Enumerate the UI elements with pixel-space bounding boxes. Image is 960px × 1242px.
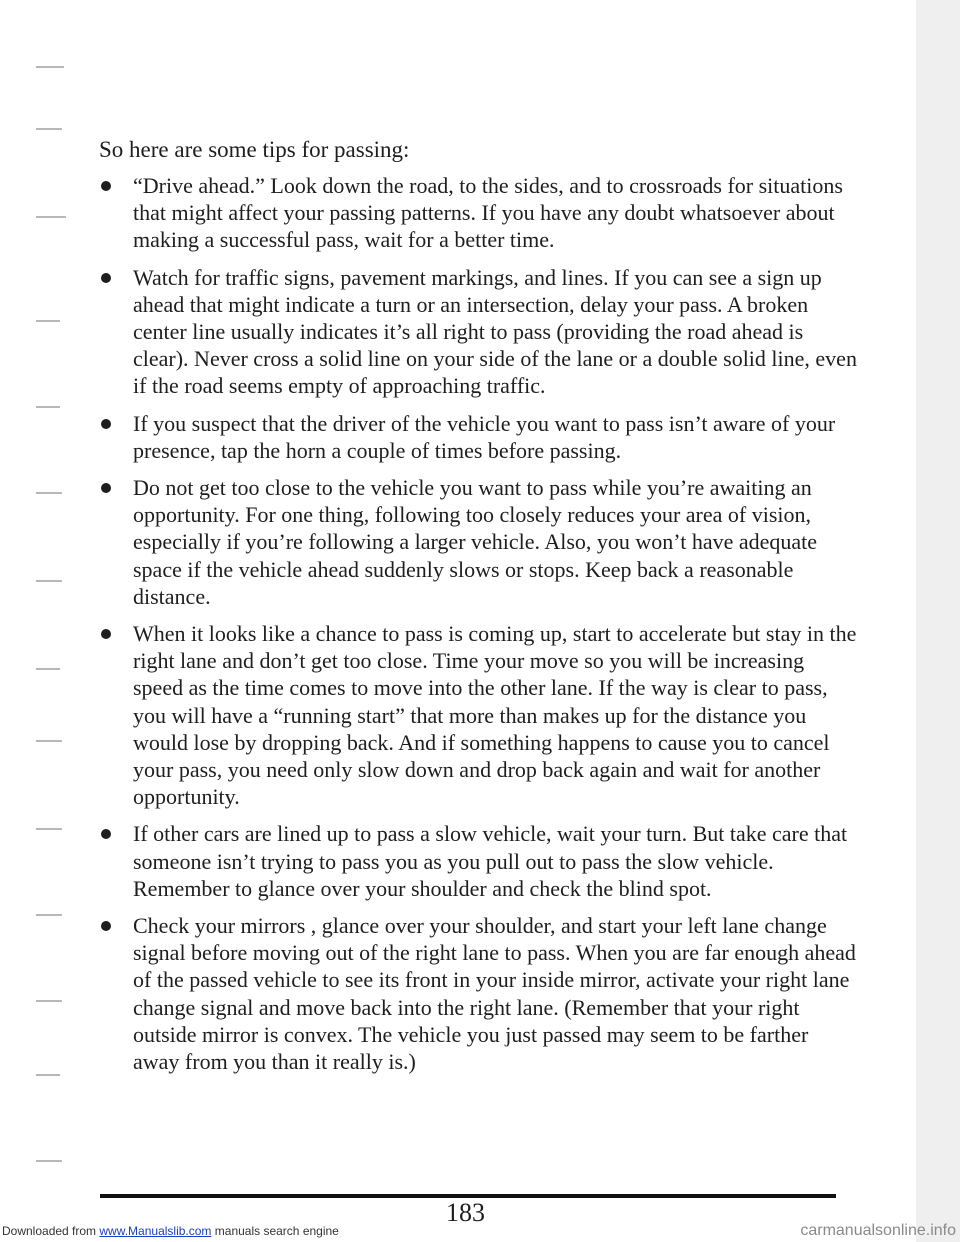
margin-mark [36,66,64,68]
margin-mark [36,1074,60,1076]
tip-text: Do not get too close to the vehicle you want to pass while you’re awaiting an opportunity. For one thing, following too closely reduces your area of vision, especially if you’re following a larger vehicle. Also, you won’t have adequate space if the vehicle ahead suddenly slows or stops. Keep back a reasonable distance. [133,475,818,609]
tip-text: Watch for traffic signs, pavement markings, and lines. If you can see a sign up ahead that might indicate a turn or an intersection, delay your pass. A broken center line usually indicates it’s all right to pass (providing the road ahead is clear). Never cross a solid line on your side of the lane or a double solid line, even if the road seems empty of approaching traffic. [133,264,857,399]
margin-mark [36,1160,62,1162]
bullet-icon [101,181,111,191]
page-number: 183 [446,1198,485,1227]
tip-text: “Drive ahead.” Look down the road, to the sides, and to crossroads for situations that might affect your passing patterns. If you have any doubt whatsoever about making a successful pass, wait for a better time. [133,173,843,253]
tip-text: If you suspect that the driver of the vehicle you want to pass isn’t aware of your presence, tap the horn a couple of times before passing. [133,410,836,463]
margin-mark [36,128,62,130]
tip-watch-traffic-signs [99,264,859,400]
margin-mark [36,828,62,830]
margin-mark [36,914,62,916]
download-source-note [2,1224,339,1239]
tip-text: If other cars are lined up to pass a slow vehicle, wait your turn. But take care that someone isn’t trying to pass you as you pull out to pass the slow vehicle. Remember to glance over your shoulder and check the blind spot. [133,821,848,901]
bullet-icon [101,273,111,283]
bullet-icon [101,829,111,839]
margin-mark [36,406,60,408]
tip-wait-your-turn [99,820,859,902]
bullet-icon [101,483,111,493]
tip-accelerate [99,620,859,810]
tip-check-mirrors [99,912,859,1075]
download-prefix: Downloaded from [2,1224,100,1238]
intro-text: So here are some tips for passing: [99,137,410,162]
tip-tap-horn [99,410,859,464]
tip-text: When it looks like a chance to pass is coming up, start to accelerate but stay in the right lane and don’t get too close. Time your move so you will be increasing speed as the time comes to move into the other lane. If the way is clear to pass, you will have a “running start” that more than makes up for the distance you would lose by dropping back. And if something happens to cause you to cancel your pass, you need only slow down and drop back again and wait for another opportunity. [133,621,857,810]
margin-mark [36,668,60,670]
margin-mark [36,580,62,582]
page-edge-shade [916,0,960,1242]
download-suffix: manuals search engine [211,1224,339,1238]
bullet-icon [101,419,111,429]
margin-mark [36,492,62,494]
tip-text: Check your mirrors , glance over your shoulder, and start your left lane change signal before moving out of the right lane to pass. When you are far enough ahead of the passed vehicle to see its front in your inside mirror, activate your right lane change signal and move back into the right lane. (Remember that your right outside mirror is convex. The vehicle you just passed may seem to be farther away from you than it really is.) [133,913,856,1075]
margin-mark [36,740,62,742]
bullet-icon [101,921,111,931]
margin-mark [36,216,66,218]
margin-mark [36,320,60,322]
tip-drive-ahead [99,172,859,254]
carmanuals-watermark: carmanualsonline.info [800,1222,956,1239]
manualslib-link[interactable]: www.Manualslib.com [99,1224,212,1238]
tip-keep-distance [99,474,859,610]
margin-mark [36,1000,62,1002]
bullet-icon [101,629,111,639]
passing-tips-list [99,172,859,1085]
